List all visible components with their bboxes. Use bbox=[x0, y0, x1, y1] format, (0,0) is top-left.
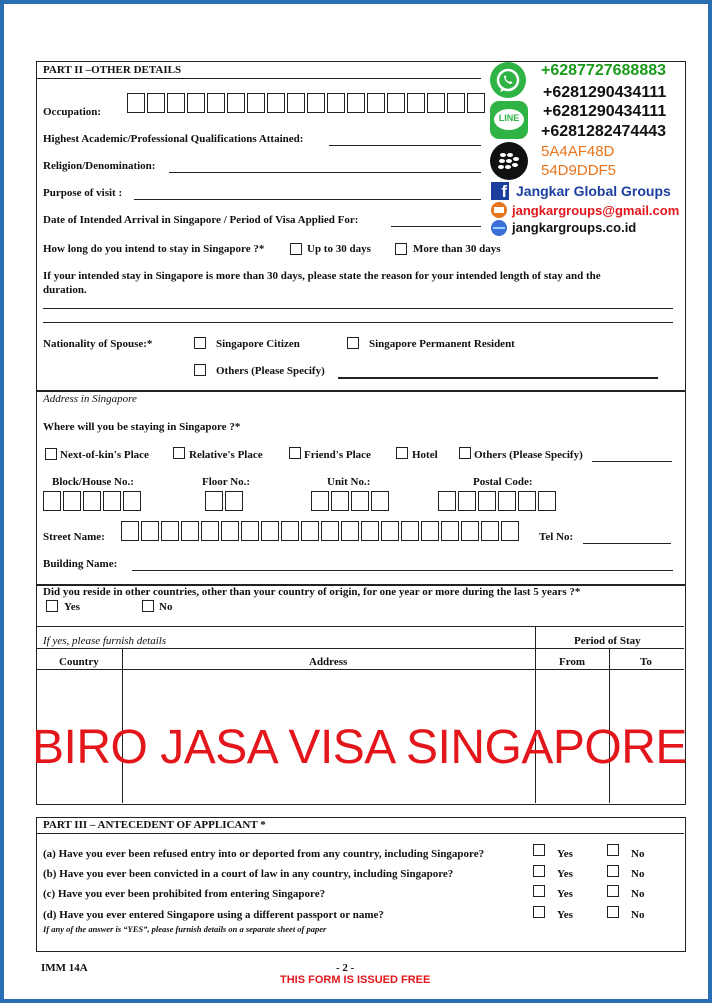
part3-d-yes-label: Yes bbox=[557, 909, 573, 921]
part3-d-no-label: No bbox=[631, 909, 645, 921]
website-url: jangkargroups.co.id bbox=[512, 220, 637, 235]
reside-question: Did you reside in other countries, other than your country of origin, for one year or more during the last 5 years ?* bbox=[43, 586, 581, 598]
part2-header: PART II –OTHER DETAILS bbox=[43, 64, 182, 76]
stay-others-checkbox[interactable] bbox=[459, 447, 471, 459]
col-country: Country bbox=[59, 656, 99, 668]
line-icon-label: LINE bbox=[498, 113, 520, 123]
spouse-pr-checkbox[interactable] bbox=[347, 337, 359, 349]
street-label: Street Name: bbox=[43, 531, 105, 543]
page-number: - 2 - bbox=[336, 962, 355, 974]
reason-field-2[interactable] bbox=[43, 322, 673, 323]
stay-nok-label: Next-of-kin's Place bbox=[60, 449, 149, 461]
part3-c-yes-checkbox[interactable] bbox=[533, 885, 545, 897]
stay-up-to-30-label: Up to 30 days bbox=[307, 243, 371, 255]
address-section bbox=[36, 390, 686, 586]
blackberry-icon bbox=[490, 142, 528, 180]
part3-question-d: (d) Have you ever entered Singapore using a different passport or name? bbox=[43, 909, 384, 921]
stay-more-than-30-label: More than 30 days bbox=[413, 243, 501, 255]
spouse-others-field[interactable] bbox=[338, 377, 658, 379]
spouse-pr-label: Singapore Permanent Resident bbox=[369, 338, 515, 350]
whatsapp-icon bbox=[490, 62, 526, 98]
stay-more-than-30-checkbox[interactable] bbox=[395, 243, 407, 255]
part3-header: PART III – ANTECEDENT OF APPLICANT * bbox=[43, 819, 266, 831]
religion-field[interactable] bbox=[169, 172, 481, 173]
issued-free-notice: THIS FORM IS ISSUED FREE bbox=[280, 974, 431, 986]
part3-question-b: (b) Have you ever been convicted in a court of law in any country, including Singapore? bbox=[43, 868, 454, 880]
reside-no-label: No bbox=[159, 601, 173, 613]
stay-up-to-30-checkbox[interactable] bbox=[290, 243, 302, 255]
building-field[interactable] bbox=[132, 570, 673, 571]
unit-label: Unit No.: bbox=[327, 476, 371, 488]
phone-number-3: +6281290434111 bbox=[543, 103, 667, 120]
block-label: Block/House No.: bbox=[52, 476, 134, 488]
qualifications-label: Highest Academic/Professional Qualifications Attained: bbox=[43, 133, 304, 145]
tel-field[interactable] bbox=[583, 543, 671, 544]
col-from: From bbox=[559, 656, 586, 668]
reside-yes-label: Yes bbox=[64, 601, 80, 613]
reason-text-1: If your intended stay in Singapore is more than 30 days, please state the reason for your intended length of stay and the bbox=[43, 270, 601, 282]
stay-friend-label: Friend's Place bbox=[304, 449, 371, 461]
part3-d-yes-checkbox[interactable] bbox=[533, 906, 545, 918]
reason-text-2: duration. bbox=[43, 284, 87, 296]
arrival-label: Date of Intended Arrival in Singapore / Period of Visa Applied For: bbox=[43, 214, 359, 226]
stay-question: How long do you intend to stay in Singapore ?* bbox=[43, 243, 265, 255]
bbm-pin-1: 5A4AF48D bbox=[541, 143, 615, 160]
part3-a-yes-label: Yes bbox=[557, 848, 573, 860]
street-field[interactable] bbox=[121, 521, 521, 541]
spouse-citizen-label: Singapore Citizen bbox=[216, 338, 300, 350]
bbm-pin-2: 54D9DDF5 bbox=[541, 162, 617, 179]
email-address: jangkargroups@gmail.com bbox=[512, 203, 680, 218]
part3-c-no-label: No bbox=[631, 888, 645, 900]
religion-label: Religion/Denomination: bbox=[43, 160, 156, 172]
occupation-field[interactable] bbox=[127, 93, 487, 113]
phone-number-2: +6281290434111 bbox=[543, 84, 667, 101]
period-of-stay-label: Period of Stay bbox=[574, 635, 641, 647]
part3-b-no-checkbox[interactable] bbox=[607, 865, 619, 877]
stay-others-label: Others (Please Specify) bbox=[474, 449, 583, 461]
stay-relative-label: Relative's Place bbox=[189, 449, 263, 461]
stay-nok-checkbox[interactable] bbox=[45, 448, 57, 460]
watermark-text: BIRO JASA VISA SINGAPORE bbox=[32, 721, 687, 774]
where-stay-question: Where will you be staying in Singapore ?* bbox=[43, 421, 241, 433]
part3-a-no-checkbox[interactable] bbox=[607, 844, 619, 856]
occupation-label: Occupation: bbox=[43, 106, 102, 118]
phone-number-4: +6281282474443 bbox=[541, 123, 667, 140]
facebook-name: Jangkar Global Groups bbox=[516, 183, 671, 199]
tel-label: Tel No: bbox=[539, 531, 574, 543]
address-header: Address in Singapore bbox=[43, 393, 137, 405]
building-label: Building Name: bbox=[43, 558, 118, 570]
part3-note: If any of the answer is “YES”, please furnish details on a separate sheet of paper bbox=[43, 924, 327, 934]
stay-hotel-label: Hotel bbox=[412, 449, 438, 461]
col-to: To bbox=[640, 656, 652, 668]
form-code: IMM 14A bbox=[41, 962, 88, 974]
reside-yes-checkbox[interactable] bbox=[46, 600, 58, 612]
purpose-label: Purpose of visit : bbox=[43, 187, 123, 199]
line-icon bbox=[490, 101, 528, 139]
col-address: Address bbox=[309, 656, 348, 668]
part3-b-no-label: No bbox=[631, 868, 645, 880]
part3-question-c: (c) Have you ever been prohibited from entering Singapore? bbox=[43, 888, 326, 900]
reason-field-1[interactable] bbox=[43, 308, 673, 309]
spouse-others-label: Others (Please Specify) bbox=[216, 365, 325, 377]
postal-label: Postal Code: bbox=[473, 476, 533, 488]
spouse-others-checkbox[interactable] bbox=[194, 364, 206, 376]
spouse-label: Nationality of Spouse:* bbox=[43, 338, 153, 350]
part3-a-yes-checkbox[interactable] bbox=[533, 844, 545, 856]
stay-others-field[interactable] bbox=[592, 461, 672, 462]
stay-relative-checkbox[interactable] bbox=[173, 447, 185, 459]
part3-c-yes-label: Yes bbox=[557, 888, 573, 900]
stay-friend-checkbox[interactable] bbox=[289, 447, 301, 459]
stay-hotel-checkbox[interactable] bbox=[396, 447, 408, 459]
unit-field[interactable] bbox=[311, 491, 391, 511]
arrival-field[interactable] bbox=[391, 226, 481, 227]
furnish-details-label: If yes, please furnish details bbox=[43, 635, 167, 647]
email-icon bbox=[491, 202, 507, 218]
facebook-icon-letter: f bbox=[501, 182, 507, 201]
purpose-field[interactable] bbox=[134, 199, 481, 200]
facebook-icon bbox=[491, 182, 509, 200]
floor-label: Floor No.: bbox=[202, 476, 251, 488]
qualifications-field[interactable] bbox=[329, 145, 481, 146]
part3-c-no-checkbox[interactable] bbox=[607, 885, 619, 897]
reside-no-checkbox[interactable] bbox=[142, 600, 154, 612]
part3-question-a: (a) Have you ever been refused entry into or deported from any country, including Singapore? bbox=[43, 848, 485, 860]
postal-field[interactable] bbox=[438, 491, 558, 511]
phone-number-1: +6287727688883 bbox=[541, 62, 667, 79]
block-field[interactable] bbox=[43, 491, 143, 511]
floor-field[interactable] bbox=[205, 491, 245, 511]
part3-d-no-checkbox[interactable] bbox=[607, 906, 619, 918]
part3-a-no-label: No bbox=[631, 848, 645, 860]
globe-icon bbox=[491, 220, 507, 236]
spouse-citizen-checkbox[interactable] bbox=[194, 337, 206, 349]
part3-b-yes-checkbox[interactable] bbox=[533, 865, 545, 877]
part3-b-yes-label: Yes bbox=[557, 868, 573, 880]
